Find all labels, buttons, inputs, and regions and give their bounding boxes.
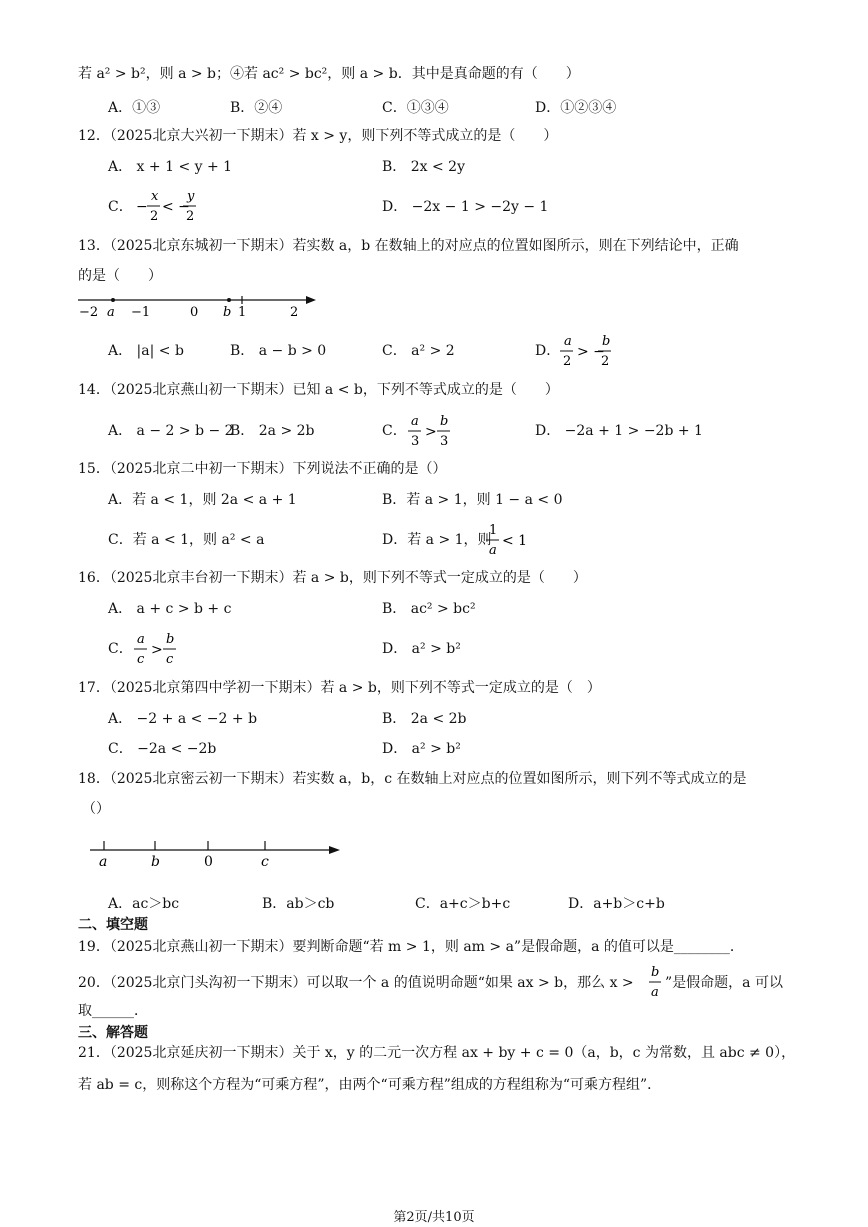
q12-stem: 12．（2025北京大兴初一下期末）若 x > y，则下列不等式成立的是（ ） [78,128,558,144]
svg-text:3: 3 [440,434,449,449]
q20-stem-line1-pre: 20．（2025北京门头沟初一下期末）可以取一个 a 的值说明命题“如果 ax > b，那么 x > [78,975,634,991]
q18-stem-line1: 18．（2025北京密云初一下期末）若实数 a，b，c 在数轴上对应点的位置如图所示，则下列不等式成立的是 [78,771,747,787]
q16-option-c-fraction [132,629,182,669]
q20-stem-line1-post: ”是假命题，a 可以 [665,975,783,991]
q18-option-d: D．a+b＞c+b [568,896,665,912]
q11-continuation: 若 a² > b²，则 a > b；④若 ac² > bc²，则 a > b．其中是真命题的有（ ） [78,66,580,82]
q13-stem-line1: 13．（2025北京东城初一下期末）若实数 a，b 在数轴上的对应点的位置如图所示，则在下列结论中，正确 [78,238,739,254]
q13-number-line [76,288,326,328]
q19-stem: 19．（2025北京燕山初一下期末）要判断命题“若 m > 1，则 am > a”是假命题，a 的值可以是________． [78,939,744,955]
svg-text:1: 1 [489,523,498,538]
svg-text:>: > [425,424,437,440]
q14-option-a: A． a − 2 > b − 2 [108,423,234,439]
q15-option-b: B．若 a > 1，则 1 − a < 0 [382,492,563,508]
svg-text:2: 2 [150,209,159,224]
svg-text:a: a [137,632,145,647]
svg-text:3: 3 [411,434,420,449]
q18-number-line [84,836,354,876]
svg-text:b: b [166,632,175,647]
q17-option-d: D． a² > b² [382,741,461,757]
q15-option-a: A．若 a < 1，则 2a < a + 1 [108,492,297,508]
q16-option-d: D． a² > b² [382,641,461,657]
q13-label-2: 2 [290,305,299,320]
q13-label-a: a [107,305,115,320]
q16-stem: 16．（2025北京丰台初一下期末）若 a > b，则下列不等式一定成立的是（ ） [78,570,587,586]
svg-text:c: c [137,652,145,667]
svg-text:a: a [411,414,419,429]
q11-option-a: A．①③ [108,100,161,116]
q13-option-b: B． a − b > 0 [230,343,327,359]
svg-text:−: − [136,199,148,215]
q13-option-d: D． [535,343,561,359]
q18-label-0: 0 [204,854,213,870]
svg-text:b: b [602,334,611,349]
svg-text:a: a [651,985,659,1000]
q20-fraction [647,962,665,1002]
q14-option-c: C． [382,423,407,439]
q21-stem-line1: 21．（2025北京延庆初一下期末）关于 x，y 的二元一次方程 ax + by + c = 0（a，b，c 为常数，且 abc ≠ 0）， [78,1045,796,1061]
q18-stem-line2: （） [82,801,110,817]
svg-text:>: > [151,642,163,658]
q20-stem-line2: 取______． [78,1003,148,1019]
section-fill-in-title: 二、填空题 [78,917,148,933]
q16-option-c: C． [108,641,133,657]
q15-option-d: D．若 a > 1，则 [382,532,492,548]
q13-stem-line2: 的是（ ） [78,268,162,284]
q15-stem: 15．（2025北京二中初一下期末）下列说法不正确的是（） [78,461,447,477]
section-answer-title: 三、解答题 [78,1025,148,1041]
svg-text:2: 2 [601,354,610,369]
q14-stem: 14．（2025北京燕山初一下期末）已知 a < b，下列不等式成立的是（ ） [78,382,559,398]
q18-option-c: C．a+c＞b+c [415,896,511,912]
q15-option-c: C．若 a < 1，则 a² < a [108,532,265,548]
q12-option-d: D． −2x − 1 > −2y − 1 [382,199,549,215]
q18-option-b: B．ab＞cb [262,896,335,912]
svg-text:2: 2 [563,354,572,369]
svg-text:b: b [440,414,449,429]
svg-text:a: a [564,334,572,349]
q16-option-b: B． ac² > bc² [382,601,476,617]
svg-text:< −: < − [162,199,190,215]
q13-option-d-fraction [558,331,618,371]
q17-option-c: C． −2a < −2b [108,741,217,757]
q18-label-b: b [151,854,160,870]
q13-label-0: 0 [190,305,199,320]
page-footer: 第2页/共10页 [393,1210,475,1225]
q11-option-d: D．①②③④ [535,100,617,116]
q18-option-a: A．ac＞bc [108,896,180,912]
svg-text:c: c [166,652,174,667]
svg-text:< 1: < 1 [502,533,528,549]
q12-option-a: A． x + 1 < y + 1 [108,159,233,175]
q17-option-b: B． 2a < 2b [382,711,467,727]
svg-text:y: y [187,189,195,204]
svg-text:> −: > − [577,344,605,360]
q18-label-a: a [99,854,108,870]
svg-text:x: x [151,189,159,204]
q11-option-b: B．②④ [230,100,283,116]
svg-text:b: b [651,965,660,980]
q13-label-neg1: −1 [131,305,151,320]
q21-stem-line2: 若 ab = c，则称这个方程为“可乘方程”，由两个“可乘方程”组成的方程组称为“可乘方程组”． [78,1077,662,1093]
q14-option-b: B． 2a > 2b [230,423,315,439]
q17-stem: 17．（2025北京第四中学初一下期末）若 a > b，则下列不等式一定成立的是（ ） [78,680,601,696]
q12-option-c-fraction [134,186,204,226]
q13-option-c: C． a² > 2 [382,343,455,359]
q17-option-a: A． −2 + a < −2 + b [108,711,258,727]
q12-option-c: C． [108,199,133,215]
q13-label-b: b [223,305,232,320]
q13-label-neg2: −2 [79,305,99,320]
svg-text:2: 2 [186,209,195,224]
q15-option-d-fraction [484,520,528,560]
q11-option-c: C．①③④ [382,100,449,116]
q12-option-b: B． 2x < 2y [382,159,465,175]
q13-label-1: 1 [238,305,247,320]
q16-option-a: A． a + c > b + c [108,601,232,617]
q14-option-d: D． −2a + 1 > −2b + 1 [535,423,703,439]
svg-text:a: a [489,543,497,558]
q14-option-c-fraction [406,411,456,451]
q13-option-a: A． |a| < b [108,343,184,359]
q18-label-c: c [261,854,269,870]
